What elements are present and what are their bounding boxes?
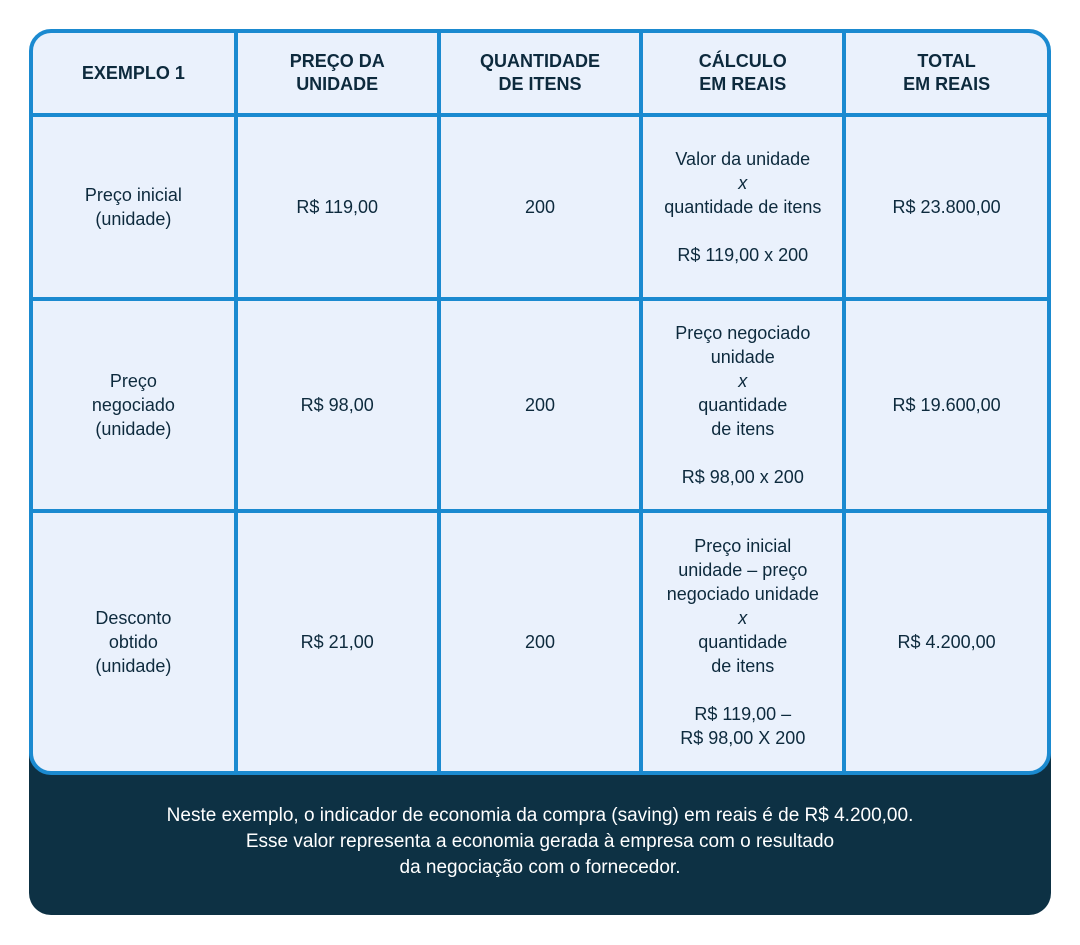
footer-line: Neste exemplo, o indicador de economia da compra (saving) em reais é de R$ 4.200,00. [166, 805, 914, 826]
total-cell: R$ 23.800,00 [844, 115, 1047, 299]
header-quantidade-line: QUANTIDADE [479, 51, 600, 71]
calc-cell [641, 299, 844, 511]
row-label-line: Desconto [95, 608, 172, 628]
footer-summary-text [0, 803, 1080, 881]
header-total-line: TOTAL [917, 51, 976, 71]
calc-formula-line: Preço inicial [694, 536, 792, 556]
calc-values-line: R$ 98,00 X 200 [680, 728, 806, 748]
calc-formula-line: de itens [711, 419, 775, 439]
price-cell: R$ 119,00 [236, 115, 439, 299]
quantity-cell: 200 [439, 511, 642, 771]
header-preco-line: PREÇO DA [289, 51, 385, 71]
quantity-cell: 200 [439, 115, 642, 299]
savings-table-container [29, 29, 1051, 775]
calc-formula-line: quantidade [698, 632, 788, 652]
row-label-cell [33, 299, 236, 511]
row-label-line: obtido [108, 632, 158, 652]
calc-formula-line: Preço negociado [675, 323, 811, 343]
table-row-preco-negociado [33, 299, 1047, 511]
header-calculo-line: EM REAIS [699, 74, 787, 94]
calc-formula-line: quantidade de itens [664, 197, 822, 217]
header-exemplo [33, 33, 236, 115]
header-calculo [641, 33, 844, 115]
price-cell: R$ 21,00 [236, 511, 439, 771]
header-total-line: EM REAIS [903, 74, 991, 94]
total-cell: R$ 19.600,00 [844, 299, 1047, 511]
row-label-line: Preço [109, 371, 157, 391]
table-header-row [33, 33, 1047, 115]
calc-cell [641, 511, 844, 771]
row-label-cell [33, 115, 236, 299]
calc-formula-line: Valor da unidade [675, 149, 811, 169]
table-row-desconto-obtido [33, 511, 1047, 771]
row-label-line: (unidade) [95, 656, 172, 676]
header-calculo-line: CÁLCULO [698, 51, 787, 71]
calc-formula-line: unidade – preço [678, 560, 808, 580]
calc-formula-line: unidade [710, 347, 775, 367]
header-total [844, 33, 1047, 115]
total-cell: R$ 4.200,00 [844, 511, 1047, 771]
header-preco-unidade [236, 33, 439, 115]
row-label-line: (unidade) [95, 419, 172, 439]
calc-multiply-sign: x [738, 173, 748, 193]
savings-table [33, 33, 1047, 771]
header-quantidade-line: DE ITENS [498, 74, 582, 94]
row-label-line: negociado [91, 395, 175, 415]
calc-formula-line: quantidade [698, 395, 788, 415]
calc-values-line: R$ 119,00 x 200 [677, 245, 809, 265]
footer-line: da negociação com o fornecedor. [399, 857, 681, 878]
header-quantidade [439, 33, 642, 115]
row-label-line: (unidade) [95, 209, 172, 229]
calc-formula-line: de itens [711, 656, 775, 676]
table-row-preco-inicial [33, 115, 1047, 299]
calc-multiply-sign: x [738, 608, 748, 628]
header-exemplo-line: EXEMPLO 1 [81, 62, 185, 83]
calc-cell [641, 115, 844, 299]
row-label-cell [33, 511, 236, 771]
calc-multiply-sign: x [738, 371, 748, 391]
quantity-cell: 200 [439, 299, 642, 511]
calc-values-line: R$ 119,00 – [694, 704, 792, 724]
calc-values-line: R$ 98,00 x 200 [681, 467, 804, 487]
calc-formula-line: negociado unidade [666, 584, 819, 604]
row-label-line: Preço inicial [84, 185, 182, 205]
price-cell: R$ 98,00 [236, 299, 439, 511]
footer-line: Esse valor representa a economia gerada à empresa com o resultado [245, 831, 835, 852]
header-preco-line: UNIDADE [296, 74, 379, 94]
